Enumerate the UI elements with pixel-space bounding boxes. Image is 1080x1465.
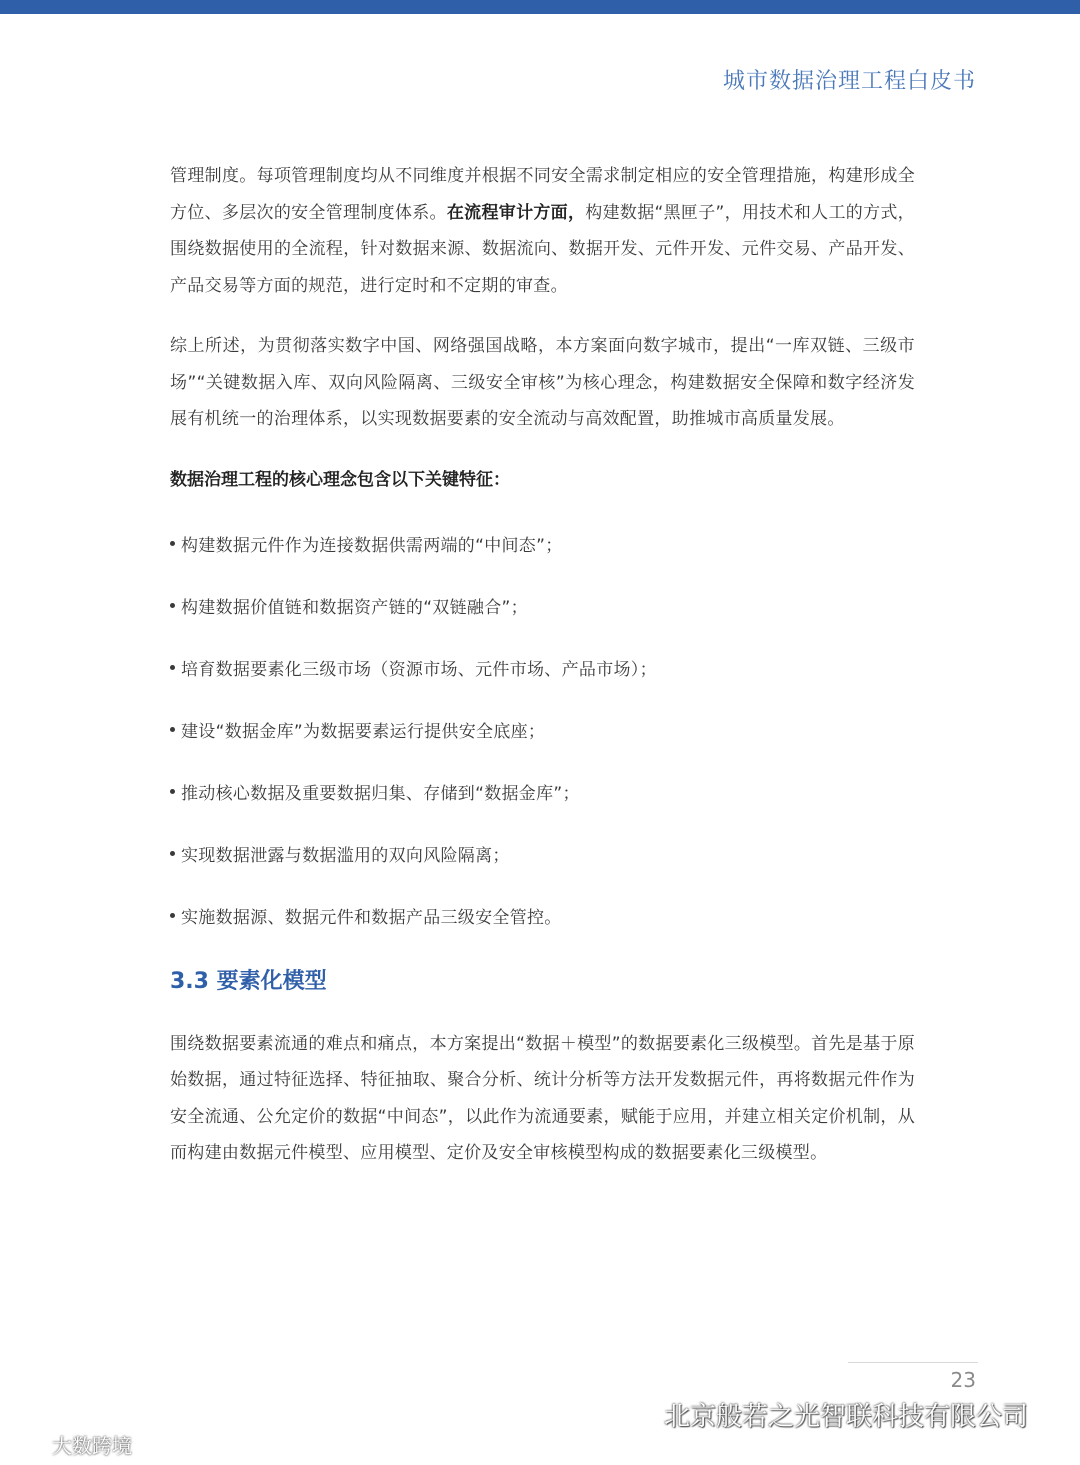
bullet-icon (170, 789, 175, 794)
page-number: 23 (950, 1368, 976, 1392)
page-content (170, 158, 915, 1196)
company-name: 北京般若之光智联科技有限公司 (664, 1402, 1029, 1432)
brand-name: 大数跨境 (52, 1434, 132, 1458)
brand-logo-icon (12, 1434, 52, 1456)
bold-phrase: 在流程审计方面， (446, 202, 586, 223)
list-item: 构建数据元件作为连接数据供需两端的“中间态”； (170, 528, 915, 564)
brand-watermark (12, 1430, 132, 1459)
top-accent-bar (0, 0, 1080, 14)
list-item: 推动核心数据及重要数据归集、存储到“数据金库”； (170, 776, 915, 812)
list-item: 建设“数据金库”为数据要素运行提供安全底座； (170, 714, 915, 750)
list-item: 构建数据价值链和数据资产链的“双链融合”； (170, 590, 915, 626)
paragraph-text: 管理制度。每项管理制度均从不同维度并根据不同安全需求制定相应的安全管理措施，构建形成全方位、多层次的安全管理制度体系。 (170, 166, 915, 223)
list-item: 实施数据源、数据元件和数据产品三级安全管控。 (170, 900, 915, 936)
paragraph-element-model: 围绕数据要素流通的难点和痛点，本方案提出“数据＋模型”的数据要素化三级模型。首先是基于原始数据，通过特征选择、特征抽取、聚合分析、统计分析等方法开发数据元件，再将数据元件作为安全流通、公允定价的数据“中间态”，以此作为流通要素，赋能于应用，并建立相关定价机制，从而构建由数据元件模型、应用模型、定价及安全审核模型构成的数据要素化三级模型。 (170, 1033, 915, 1163)
bullet-icon (170, 603, 175, 608)
section-heading: 3.3 要素化模型 (170, 968, 327, 994)
bullet-icon (170, 913, 175, 918)
bullet-icon (170, 727, 175, 732)
list-item: 培育数据要素化三级市场（资源市场、元件市场、产品市场）； (170, 652, 915, 688)
core-concept-subheading: 数据治理工程的核心理念包含以下关键特征： (170, 469, 510, 490)
paragraph-text: 构建数据“黑匣子”，用技术和人工的方式，围绕数据使用的全流程，针对数据来源、数据流向、数据开发、元件开发、元件交易、产品开发、产品交易等方面的规范，进行定时和不定期的审查。 (170, 202, 915, 296)
paragraph-management-system (170, 158, 915, 304)
footer-divider (848, 1362, 978, 1363)
paragraph-summary: 综上所述，为贯彻落实数字中国、网络强国战略，本方案面向数字城市，提出“一库双链、三级市场”“关键数据入库、双向风险隔离、三级安全审核”为核心理念，构建数据安全保障和数字经济发展有机统一的治理体系，以实现数据要素的安全流动与高效配置，助推城市高质量发展。 (170, 336, 915, 429)
document-title: 城市数据治理工程白皮书 (722, 69, 976, 94)
company-watermark (622, 1396, 1028, 1433)
feature-list (170, 528, 915, 936)
bullet-icon (170, 541, 175, 546)
list-item: 实现数据泄露与数据滥用的双向风险隔离； (170, 838, 915, 874)
bullet-icon (170, 851, 175, 856)
bullet-icon (170, 665, 175, 670)
wechat-icon (622, 1401, 660, 1429)
